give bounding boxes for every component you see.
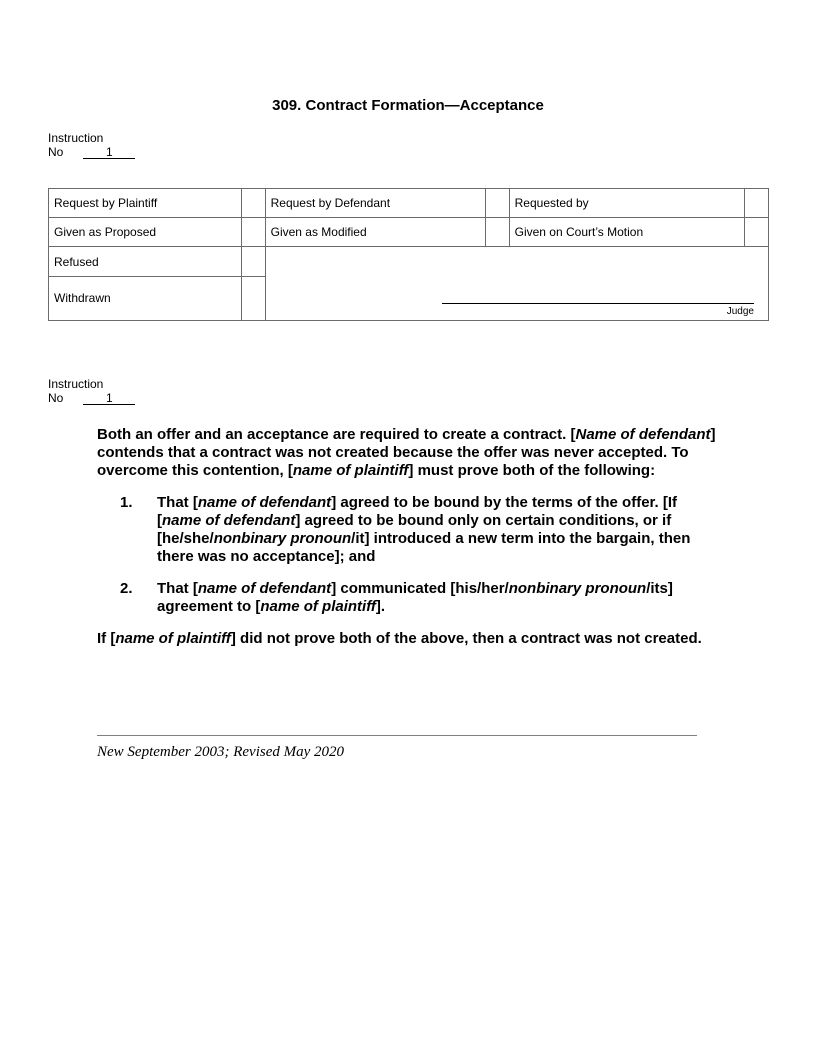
request-by-plaintiff-box[interactable]	[241, 189, 265, 218]
given-as-proposed-box[interactable]	[241, 218, 265, 247]
text-run: ] contends that a contract was not created because the offer was never accepted. To overcome this contention, [	[97, 426, 716, 479]
instruction-no-row	[48, 391, 135, 405]
element-text	[157, 494, 727, 566]
divider	[97, 735, 697, 736]
instruction-number: 1	[83, 146, 135, 159]
text-run: Both an offer and an acceptance are required to create a contract. [	[97, 426, 576, 443]
withdrawn-label: Withdrawn	[49, 276, 242, 320]
given-as-proposed-label: Given as Proposed	[49, 218, 242, 247]
elements-list	[97, 494, 727, 616]
element-item	[97, 494, 727, 566]
element-text	[157, 580, 727, 616]
text-run: ].	[375, 598, 386, 615]
instruction-no-row	[48, 145, 135, 159]
instruction-text	[97, 426, 727, 648]
placeholder-text: name of plaintiff	[292, 462, 409, 479]
element-number: 2.	[120, 580, 133, 597]
text-run: ] communicated [his/her/	[331, 580, 509, 597]
instruction-number-block-body	[48, 377, 135, 405]
placeholder-text: Name of defendant	[575, 426, 711, 443]
revision-history: New September 2003; Revised May 2020	[97, 744, 345, 760]
no-label: No	[48, 145, 64, 159]
no-label: No	[48, 391, 64, 405]
given-on-courts-motion-label: Given on Court’s Motion	[509, 218, 744, 247]
text-run: ] agreed to be bound by the terms of the offer. [If [	[157, 494, 678, 529]
placeholder-text: nonbinary pronoun	[508, 580, 647, 597]
request-by-defendant-box[interactable]	[485, 189, 509, 218]
text-run: That [	[157, 494, 198, 511]
withdrawn-box[interactable]	[241, 276, 265, 320]
requested-by-box[interactable]	[745, 189, 769, 218]
instruction-number-block-top	[48, 131, 135, 159]
closing-paragraph	[97, 630, 727, 648]
instruction-label: Instruction	[48, 377, 104, 391]
text-run: ] did not prove both of the above, then a contract was not created.	[230, 630, 702, 647]
placeholder-text: name of defendant	[162, 512, 296, 529]
request-table	[48, 188, 769, 321]
request-by-plaintiff-label: Request by Plaintiff	[49, 189, 242, 218]
given-on-courts-motion-box[interactable]	[745, 218, 769, 247]
given-as-modified-label: Given as Modified	[265, 218, 485, 247]
request-by-defendant-label: Request by Defendant	[265, 189, 485, 218]
text-run: ] agreed to be bound only on certain conditions, or if [he/she/	[157, 512, 672, 547]
text-run: /it] introduced a new term into the bargain, then there was no acceptance]; and	[157, 530, 691, 565]
element-item	[97, 580, 727, 616]
intro-paragraph	[97, 426, 727, 480]
text-run: If [	[97, 630, 116, 647]
text-run: /its] agreement to [	[157, 580, 673, 615]
judge-signature-cell	[265, 247, 768, 321]
instruction-label: Instruction	[48, 131, 104, 145]
refused-box[interactable]	[241, 247, 265, 276]
element-number: 1.	[120, 494, 133, 511]
placeholder-text: name of plaintiff	[115, 630, 231, 647]
judge-signature-line[interactable]	[442, 303, 754, 304]
placeholder-text: nonbinary pronoun	[213, 530, 352, 547]
given-as-modified-box[interactable]	[485, 218, 509, 247]
requested-by-label: Requested by	[509, 189, 744, 218]
placeholder-text: name of defendant	[197, 494, 332, 511]
placeholder-text: name of defendant	[197, 580, 332, 597]
judge-label: Judge	[726, 306, 754, 317]
text-run: ] must prove both of the following:	[408, 462, 656, 479]
text-run: That [	[157, 580, 198, 597]
placeholder-text: name of plaintiff	[260, 598, 376, 615]
page-title: 309. Contract Formation—Acceptance	[272, 97, 544, 114]
instruction-number: 1	[83, 392, 135, 405]
refused-label: Refused	[49, 247, 242, 276]
